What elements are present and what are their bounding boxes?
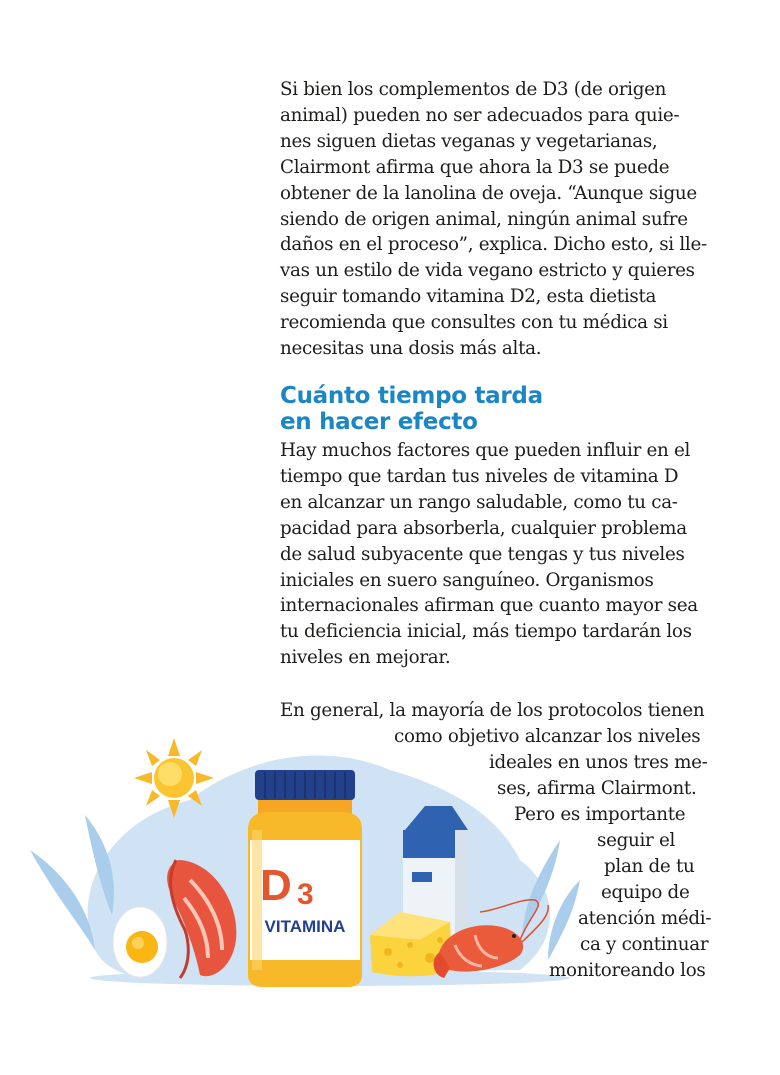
text-line: Pero es importante [514, 804, 686, 825]
text-line: equipo de [601, 882, 690, 903]
text-line: pacidad para absorberla, cualquier problema [280, 517, 687, 539]
text-line: seguir tomando vitamina D2, esta dietista [280, 286, 657, 308]
text-line: plan de tu [604, 856, 695, 877]
text-line: monitoreando los [549, 960, 706, 981]
bottle-label-d: D [260, 861, 292, 910]
text-line: ideales en unos tres me- [489, 752, 708, 773]
vitamin-bottle-icon [248, 770, 362, 987]
text-line: como objetivo alcanzar los niveles [394, 726, 701, 747]
water-splash-icon [548, 880, 580, 960]
text-line: iniciales en suero sanguíneo. Organismos [280, 569, 654, 591]
text-line: ca y continuar [580, 934, 709, 955]
text-line: necesitas una dosis más alta. [280, 338, 542, 360]
text-line: recomienda que consultes con tu médica si [280, 312, 668, 334]
text-line: daños en el proceso”, explica. Dicho esto, si lle- [280, 234, 707, 256]
text-line: En general, la mayoría de los protocolos tienen [280, 700, 705, 721]
text-line: siendo de origen animal, ningún animal sufre [280, 208, 688, 230]
sun-icon [134, 738, 214, 818]
egg-icon [113, 907, 167, 977]
text-line: de salud subyacente que tengas y tus niveles [280, 543, 685, 565]
paragraph-vegan-d3 [280, 77, 720, 362]
text-line: atención médi- [578, 908, 712, 929]
text-line: Clairmont afirma que ahora la D3 se puede [280, 156, 670, 178]
text-line: niveles en mejorar. [280, 647, 451, 669]
text-line: animal) pueden no ser adecuados para quie- [280, 104, 680, 126]
heading-line: en hacer efecto [280, 409, 478, 435]
text-line: Si bien los complementos de D3 (de origen [280, 79, 667, 100]
text-line: tu deficiencia inicial, más tiempo tardarán los [280, 621, 692, 643]
paragraph-time-factors [280, 438, 720, 671]
bottle-label-3: 3 [297, 878, 314, 911]
text-line: internacionales afirman que cuanto mayor sea [280, 595, 698, 617]
text-line: vas un estilo de vida vegano estricto y quieres [280, 260, 695, 282]
text-line: nes siguen dietas veganas y vegetarianas, [280, 130, 658, 152]
text-line: ses, afirma Clairmont. [497, 778, 697, 799]
heading-line: Cuánto tiempo tarda [280, 383, 543, 409]
text-line: obtener de la lanolina de oveja. “Aunque sigue [280, 182, 697, 204]
bottle-label-vitamina: VITAMINA [264, 917, 346, 936]
water-splash-icon [30, 850, 95, 950]
text-line: tiempo que tardan tus niveles de vitamina D [280, 465, 679, 487]
text-line: seguir el [597, 830, 676, 851]
text-line: en alcanzar un rango saludable, como tu ca- [280, 491, 678, 513]
text-line: Hay muchos factores que pueden influir en el [280, 440, 691, 461]
section-heading [280, 383, 543, 435]
